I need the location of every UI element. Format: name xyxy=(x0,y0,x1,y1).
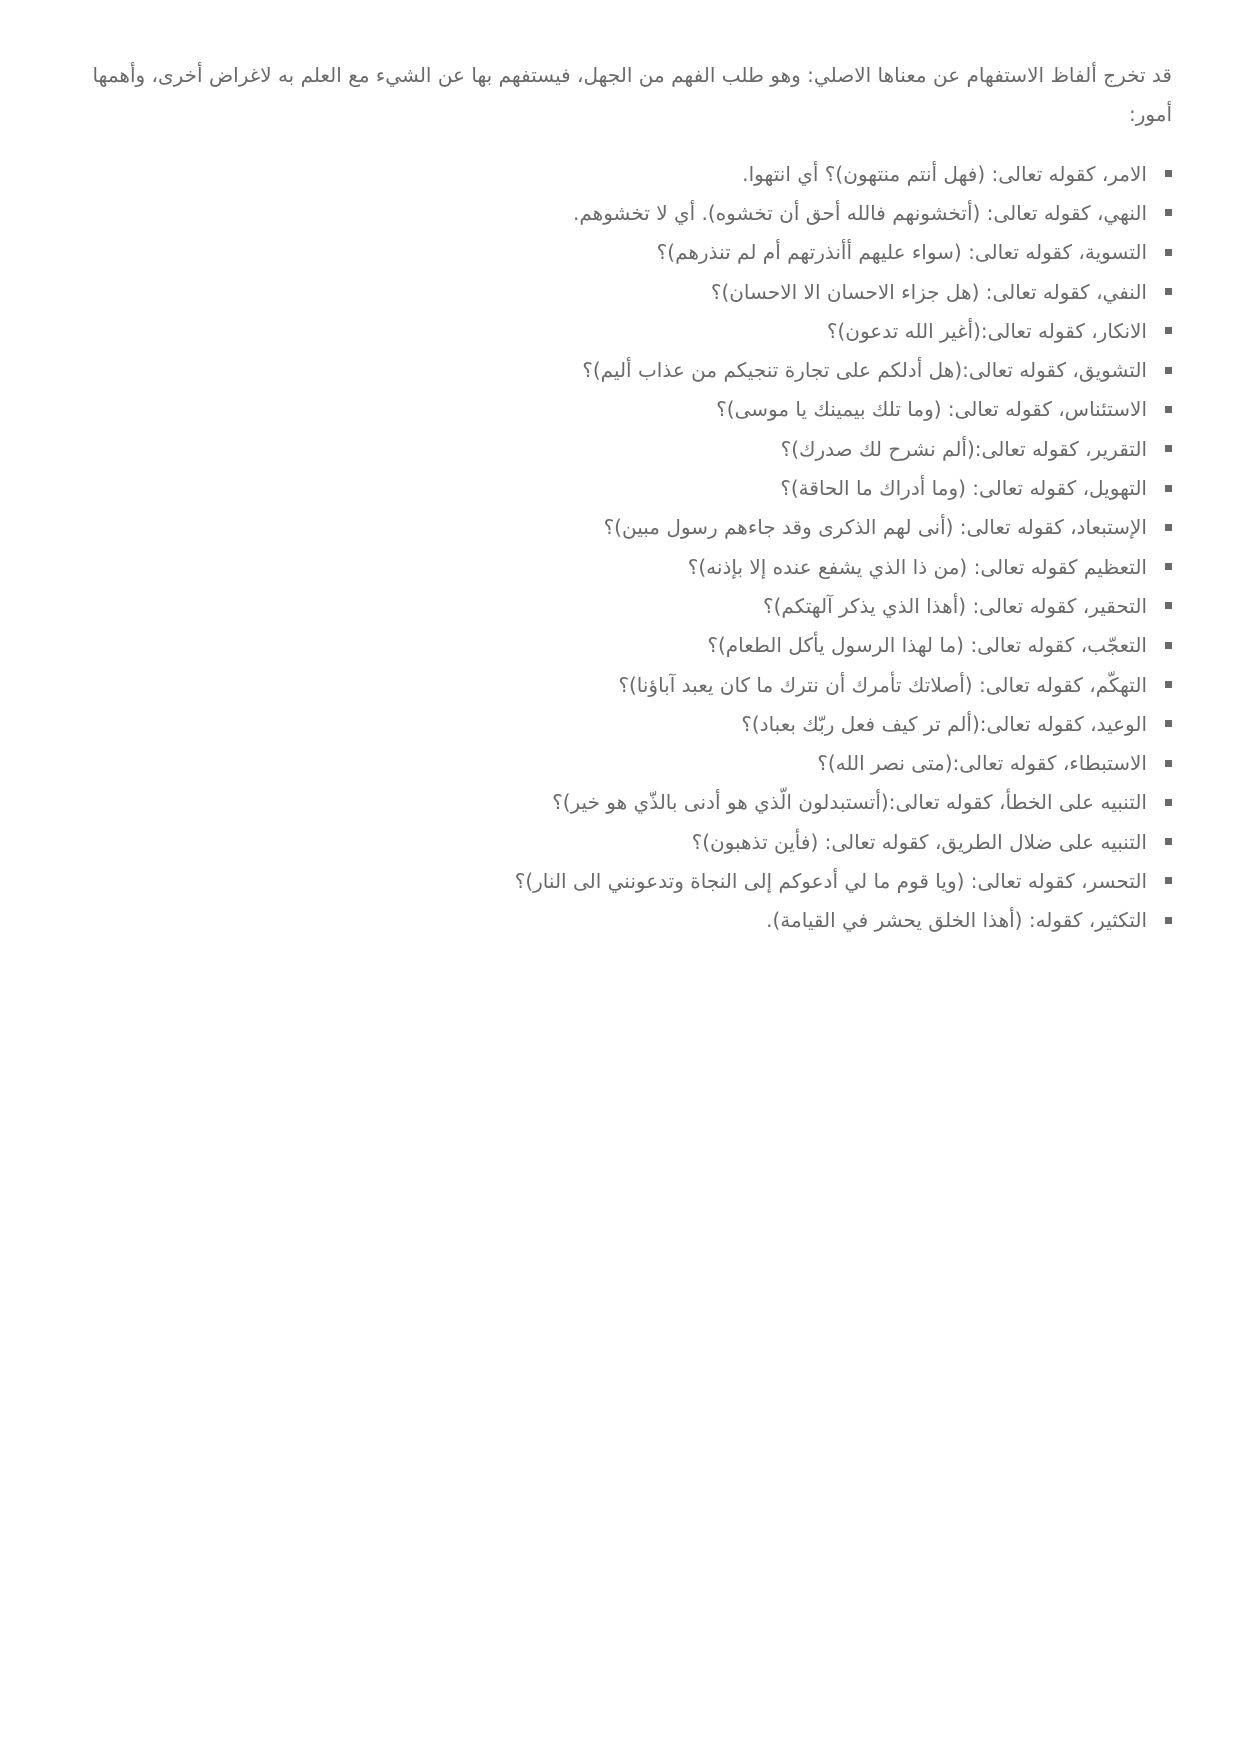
list-item xyxy=(84,783,1172,822)
list-item-text: الاستئناس، كقوله تعالى: (وما تلك بيمينك يا موسى)؟ xyxy=(716,397,1147,422)
list-item xyxy=(84,547,1172,586)
list-item xyxy=(84,233,1172,272)
square-bullet-icon xyxy=(1165,720,1172,727)
list-item-text: التسوية، كقوله تعالى: (سواء عليهم أأنذرتهم أم لم تنذرهم)؟ xyxy=(656,240,1147,265)
purposes-list xyxy=(84,154,1172,940)
list-item xyxy=(84,704,1172,743)
list-item-text: التهويل، كقوله تعالى: (وما أدراك ما الحاقة)؟ xyxy=(780,476,1147,501)
list-item xyxy=(84,272,1172,311)
list-item xyxy=(84,861,1172,900)
square-bullet-icon xyxy=(1165,917,1172,924)
list-item-text: التنبيه على ضلال الطريق، كقوله تعالى: (فأين تذهبون)؟ xyxy=(691,829,1147,854)
list-item-text: النفي، كقوله تعالى: (هل جزاء الاحسان الا الاحسان)؟ xyxy=(710,279,1147,304)
square-bullet-icon xyxy=(1165,799,1172,806)
square-bullet-icon xyxy=(1165,406,1172,413)
list-item xyxy=(84,350,1172,389)
list-item-text: التنبيه على الخطأ، كقوله تعالى:(أتستبدلون الّذي هو أدنى بالذّي هو خير)؟ xyxy=(552,790,1147,815)
square-bullet-icon xyxy=(1165,249,1172,256)
square-bullet-icon xyxy=(1165,838,1172,845)
list-item xyxy=(84,901,1172,940)
list-item xyxy=(84,586,1172,625)
list-item-text: الوعيد، كقوله تعالى:(ألم تر كيف فعل ربّك بعباد)؟ xyxy=(741,711,1147,736)
list-item xyxy=(84,508,1172,547)
square-bullet-icon xyxy=(1165,563,1172,570)
list-item xyxy=(84,390,1172,429)
list-item-text: الإستبعاد، كقوله تعالى: (أنى لهم الذكرى وقد جاءهم رسول مبين)؟ xyxy=(603,515,1147,540)
list-item xyxy=(84,822,1172,861)
square-bullet-icon xyxy=(1165,877,1172,884)
square-bullet-icon xyxy=(1165,602,1172,609)
list-item xyxy=(84,743,1172,782)
square-bullet-icon xyxy=(1165,288,1172,295)
list-item-text: التحسر، كقوله تعالى: (ويا قوم ما لي أدعوكم إلى النجاة وتدعونني الى النار)؟ xyxy=(514,868,1147,893)
list-item-text: التشويق، كقوله تعالى:(هل أدلكم على تجارة تنجيكم من عذاب أليم)؟ xyxy=(582,358,1147,383)
list-item xyxy=(84,154,1172,193)
list-item-text: التعظيم كقوله تعالى: (من ذا الذي يشفع عنده إلا بإذنه)؟ xyxy=(687,554,1147,579)
list-item-text: التعجّب، كقوله تعالى: (ما لهذا الرسول يأكل الطعام)؟ xyxy=(707,633,1147,658)
list-item xyxy=(84,193,1172,232)
square-bullet-icon xyxy=(1165,681,1172,688)
list-item xyxy=(84,626,1172,665)
square-bullet-icon xyxy=(1165,445,1172,452)
square-bullet-icon xyxy=(1165,209,1172,216)
square-bullet-icon xyxy=(1165,642,1172,649)
list-item-text: التكثير، كقوله: (أهذا الخلق يحشر في القيامة). xyxy=(766,908,1147,933)
square-bullet-icon xyxy=(1165,367,1172,374)
list-item xyxy=(84,665,1172,704)
intro-paragraph: قد تخرج ألفاظ الاستفهام عن معناها الاصلي: وهو طلب الفهم من الجهل، فيستفهم بها عن الشيء مع العلم به لاغراض أخرى، وأهمها أمور: xyxy=(92,63,1172,126)
list-item-text: النهي، كقوله تعالى: (أتخشونهم فالله أحق أن تخشوه). أي لا تخشوهم. xyxy=(572,200,1147,225)
list-item-text: التهكّم، كقوله تعالى: (أصلاتك تأمرك أن نترك ما كان يعبد آباؤنا)؟ xyxy=(618,672,1147,697)
list-item xyxy=(84,429,1172,468)
square-bullet-icon xyxy=(1165,760,1172,767)
list-item xyxy=(84,311,1172,350)
list-item-text: الامر، كقوله تعالى: (فهل أنتم منتهون)؟ أي انتهوا. xyxy=(742,161,1147,186)
list-item-text: التقرير، كقوله تعالى:(ألم نشرح لك صدرك)؟ xyxy=(780,436,1147,461)
square-bullet-icon xyxy=(1165,485,1172,492)
list-item-text: الاستبطاء، كقوله تعالى:(متى نصر الله)؟ xyxy=(817,751,1147,776)
square-bullet-icon xyxy=(1165,170,1172,177)
document-body xyxy=(84,56,1172,940)
square-bullet-icon xyxy=(1165,327,1172,334)
list-item xyxy=(84,468,1172,507)
square-bullet-icon xyxy=(1165,524,1172,531)
list-item-text: الانكار، كقوله تعالى:(أغير الله تدعون)؟ xyxy=(826,318,1147,343)
list-item-text: التحقير، كقوله تعالى: (أهذا الذي يذكر آلهتكم)؟ xyxy=(762,593,1147,618)
